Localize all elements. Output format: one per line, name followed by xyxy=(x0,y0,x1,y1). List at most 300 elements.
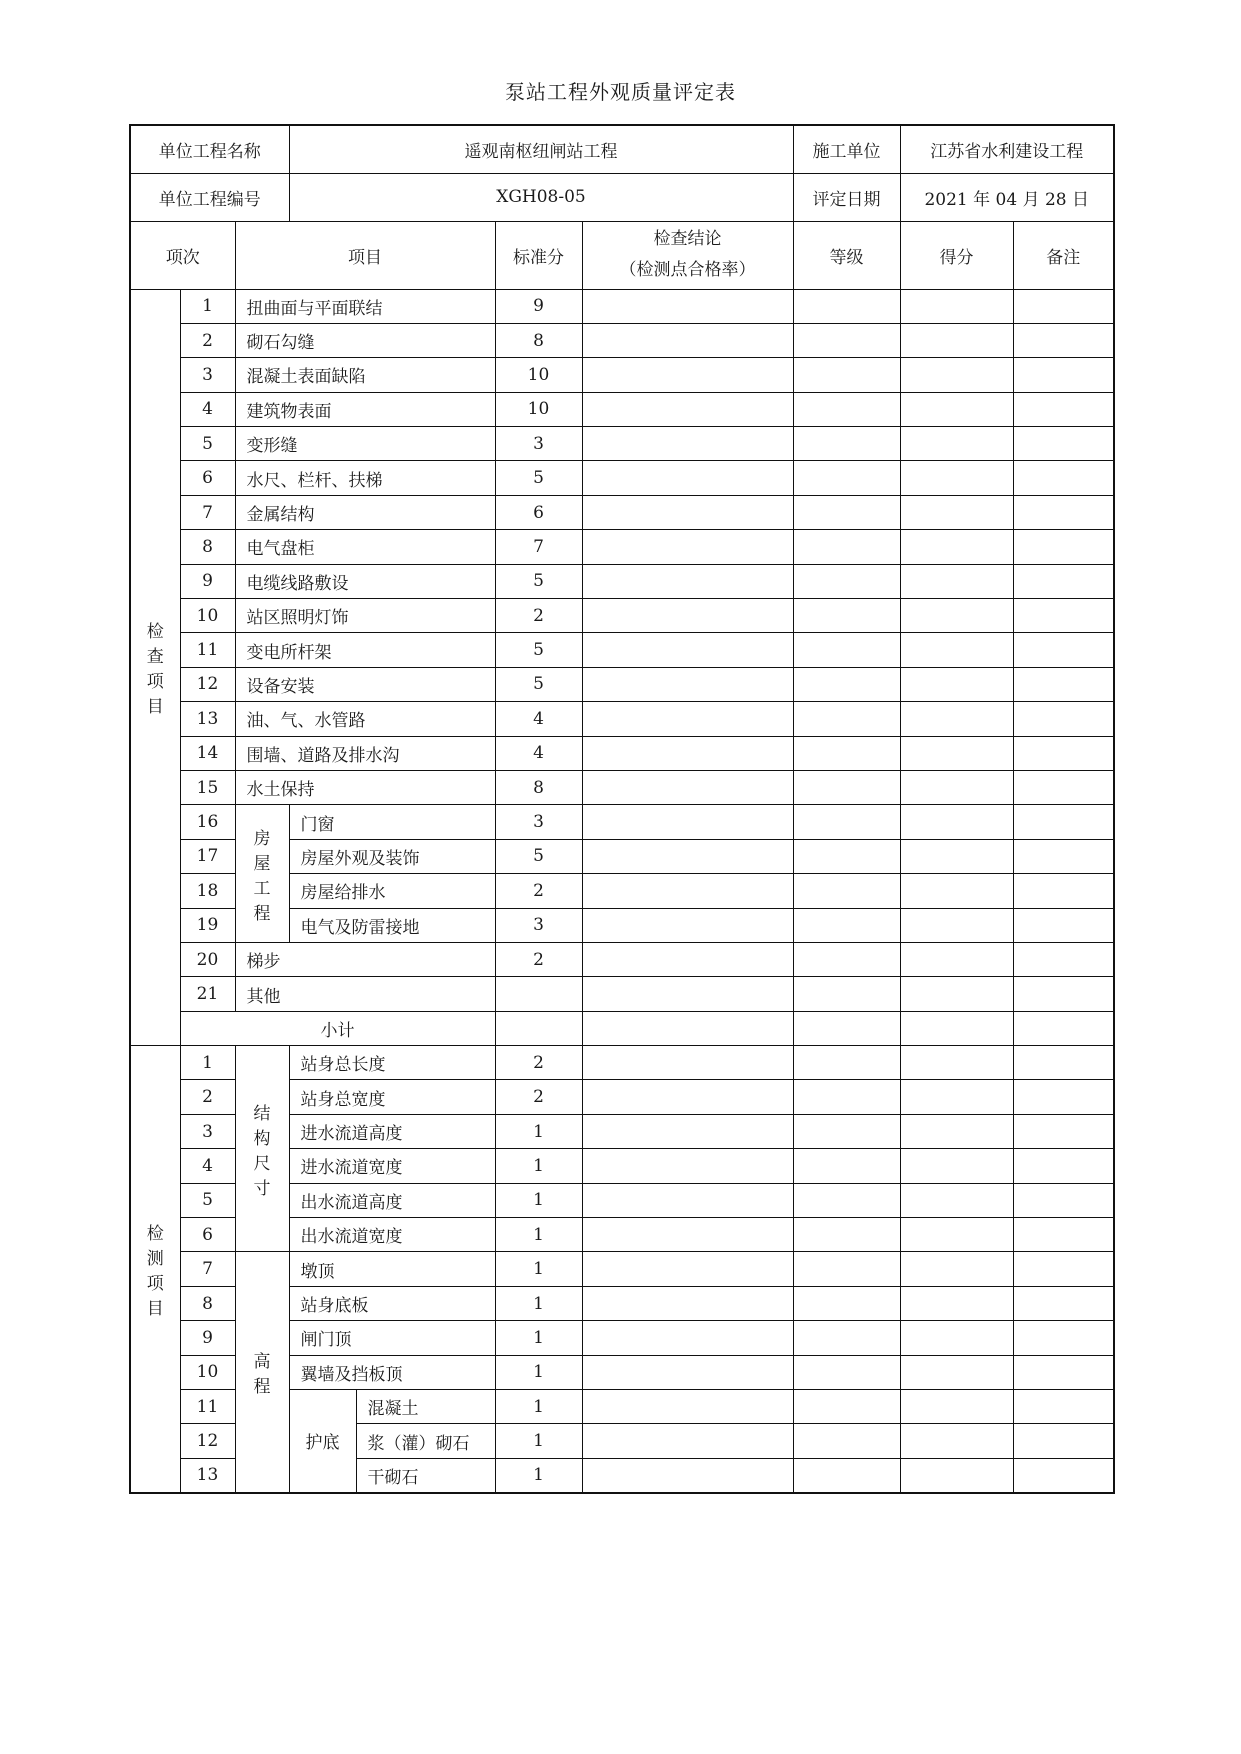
row-number: 9 xyxy=(180,1321,235,1355)
remarks-cell xyxy=(1013,323,1114,357)
standard-score: 1 xyxy=(495,1114,582,1148)
grade-cell xyxy=(793,1355,900,1389)
result-cell xyxy=(582,495,793,529)
result-cell xyxy=(582,1080,793,1114)
result-cell xyxy=(582,1286,793,1320)
table-row xyxy=(130,633,1114,667)
col-grade: 等级 xyxy=(793,221,900,289)
table-row xyxy=(130,289,1114,323)
item-name: 设备安装 xyxy=(235,667,495,701)
item-name: 混凝土表面缺陷 xyxy=(235,358,495,392)
score-cell xyxy=(900,805,1013,839)
remarks-cell xyxy=(1013,427,1114,461)
standard-score: 3 xyxy=(495,908,582,942)
vertical-char: 尺 xyxy=(253,1153,271,1174)
unit-code-value: XGH08-05 xyxy=(289,173,793,221)
result-cell xyxy=(582,874,793,908)
col-result xyxy=(582,221,793,289)
item-name: 电气盘柜 xyxy=(235,530,495,564)
vertical-char: 房 xyxy=(253,828,271,849)
grade-cell xyxy=(793,1458,900,1492)
standard-score: 2 xyxy=(495,1046,582,1080)
result-cell xyxy=(582,1046,793,1080)
col-std-score: 标准分 xyxy=(495,221,582,289)
standard-score: 7 xyxy=(495,530,582,564)
standard-score: 1 xyxy=(495,1218,582,1252)
standard-score: 8 xyxy=(495,770,582,804)
result-cell xyxy=(582,1183,793,1217)
item-name: 浆（灌）砌石 xyxy=(356,1424,495,1458)
item-name: 房屋给排水 xyxy=(289,874,495,908)
standard-score: 1 xyxy=(495,1355,582,1389)
result-cell xyxy=(582,392,793,426)
item-name: 进水流道宽度 xyxy=(289,1149,495,1183)
remarks-cell xyxy=(1013,530,1114,564)
score-cell xyxy=(900,1080,1013,1114)
table-row xyxy=(130,942,1114,976)
standard-score: 1 xyxy=(495,1321,582,1355)
row-number: 9 xyxy=(180,564,235,598)
inspection-group-label xyxy=(130,289,180,1046)
grade-cell xyxy=(793,392,900,426)
item-name: 梯步 xyxy=(235,942,495,976)
table-row xyxy=(130,736,1114,770)
row-number: 7 xyxy=(180,495,235,529)
score-cell xyxy=(900,1321,1013,1355)
vertical-char: 高 xyxy=(253,1352,271,1373)
grade-cell xyxy=(793,427,900,461)
col-score: 得分 xyxy=(900,221,1013,289)
row-number: 10 xyxy=(180,599,235,633)
unit-code-label: 单位工程编号 xyxy=(130,173,289,221)
item-name: 进水流道高度 xyxy=(289,1114,495,1148)
remarks-cell xyxy=(1013,461,1114,495)
vertical-char: 程 xyxy=(253,1377,271,1398)
row-number: 6 xyxy=(180,461,235,495)
score-cell xyxy=(900,667,1013,701)
result-cell xyxy=(582,736,793,770)
score-cell xyxy=(900,1355,1013,1389)
result-cell xyxy=(582,977,793,1011)
table-row xyxy=(130,770,1114,804)
standard-score: 2 xyxy=(495,1080,582,1114)
col-item: 项目 xyxy=(235,221,495,289)
standard-score: 5 xyxy=(495,564,582,598)
row-number: 15 xyxy=(180,770,235,804)
score-cell xyxy=(900,908,1013,942)
unit-name-value: 遥观南枢纽闸站工程 xyxy=(289,125,793,173)
row-number: 12 xyxy=(180,1424,235,1458)
subtotal-score xyxy=(495,1011,582,1045)
score-cell xyxy=(900,702,1013,736)
grade-cell xyxy=(793,942,900,976)
grade-cell xyxy=(793,736,900,770)
col-result-line2: （检测点合格率） xyxy=(619,260,756,280)
score-cell xyxy=(900,1252,1013,1286)
standard-score: 1 xyxy=(495,1458,582,1492)
remarks-cell xyxy=(1013,564,1114,598)
row-number: 4 xyxy=(180,392,235,426)
grade-cell xyxy=(793,1114,900,1148)
item-name: 房屋外观及装饰 xyxy=(289,839,495,873)
result-cell xyxy=(582,530,793,564)
score-cell xyxy=(900,633,1013,667)
table-row xyxy=(130,495,1114,529)
grade-cell xyxy=(793,1080,900,1114)
remarks-cell xyxy=(1013,667,1114,701)
result-cell xyxy=(582,1252,793,1286)
grade-cell xyxy=(793,874,900,908)
grade-cell xyxy=(793,1252,900,1286)
row-number: 2 xyxy=(180,1080,235,1114)
date-value: 2021 年 04 月 28 日 xyxy=(900,173,1114,221)
row-number: 14 xyxy=(180,736,235,770)
grade-cell xyxy=(793,1183,900,1217)
result-cell xyxy=(582,805,793,839)
score-cell xyxy=(900,1046,1013,1080)
score-cell xyxy=(900,461,1013,495)
vertical-char: 程 xyxy=(253,903,271,924)
row-number: 19 xyxy=(180,908,235,942)
standard-score: 5 xyxy=(495,633,582,667)
item-name: 站身底板 xyxy=(289,1286,495,1320)
score-cell xyxy=(900,1218,1013,1252)
item-name: 出水流道宽度 xyxy=(289,1218,495,1252)
grade-cell xyxy=(793,633,900,667)
score-cell xyxy=(900,1183,1013,1217)
standard-score: 1 xyxy=(495,1252,582,1286)
row-number: 3 xyxy=(180,358,235,392)
score-cell xyxy=(900,1458,1013,1492)
remarks-cell xyxy=(1013,1183,1114,1217)
score-cell xyxy=(900,736,1013,770)
item-name: 站身总宽度 xyxy=(289,1080,495,1114)
table-row xyxy=(130,392,1114,426)
grade-cell xyxy=(793,839,900,873)
header-row-1 xyxy=(130,125,1114,173)
item-name: 门窗 xyxy=(289,805,495,839)
row-number: 10 xyxy=(180,1355,235,1389)
result-cell xyxy=(582,599,793,633)
score-cell xyxy=(900,1390,1013,1424)
row-number: 17 xyxy=(180,839,235,873)
grade-cell xyxy=(793,323,900,357)
remarks-cell xyxy=(1013,702,1114,736)
row-number: 5 xyxy=(180,1183,235,1217)
row-number: 20 xyxy=(180,942,235,976)
remarks-cell xyxy=(1013,977,1114,1011)
standard-score: 1 xyxy=(495,1390,582,1424)
row-number: 6 xyxy=(180,1218,235,1252)
row-number: 1 xyxy=(180,289,235,323)
apron-label: 护底 xyxy=(289,1390,356,1493)
grade-cell xyxy=(793,1286,900,1320)
construction-label: 施工单位 xyxy=(793,125,900,173)
result-cell xyxy=(582,1149,793,1183)
result-cell xyxy=(582,667,793,701)
item-name: 翼墙及挡板顶 xyxy=(289,1355,495,1389)
score-cell xyxy=(900,839,1013,873)
table-row xyxy=(130,461,1114,495)
remarks-cell xyxy=(1013,770,1114,804)
standard-score: 10 xyxy=(495,358,582,392)
result-cell xyxy=(582,1424,793,1458)
result-cell xyxy=(582,323,793,357)
standard-score: 1 xyxy=(495,1149,582,1183)
grade-cell xyxy=(793,495,900,529)
row-number: 11 xyxy=(180,633,235,667)
row-number: 7 xyxy=(180,1252,235,1286)
result-cell xyxy=(582,908,793,942)
standard-score: 4 xyxy=(495,702,582,736)
vertical-char: 检 xyxy=(146,622,164,643)
result-cell xyxy=(582,942,793,976)
score-cell xyxy=(900,564,1013,598)
row-number: 3 xyxy=(180,1114,235,1148)
result-cell xyxy=(582,770,793,804)
remarks-cell xyxy=(1013,736,1114,770)
standard-score: 5 xyxy=(495,839,582,873)
vertical-char: 项 xyxy=(146,1273,164,1294)
score-cell xyxy=(900,392,1013,426)
vertical-char: 测 xyxy=(146,1248,164,1269)
structure-size-label xyxy=(235,1046,289,1252)
item-name: 水土保持 xyxy=(235,770,495,804)
remarks-cell xyxy=(1013,1011,1114,1045)
score-cell xyxy=(900,427,1013,461)
vertical-char: 项 xyxy=(146,672,164,693)
result-cell xyxy=(582,839,793,873)
assessment-table xyxy=(129,124,1115,1494)
grade-cell xyxy=(793,358,900,392)
score-cell xyxy=(900,1149,1013,1183)
vertical-char: 目 xyxy=(146,697,164,718)
remarks-cell xyxy=(1013,1080,1114,1114)
remarks-cell xyxy=(1013,1252,1114,1286)
standard-score: 2 xyxy=(495,942,582,976)
remarks-cell xyxy=(1013,1218,1114,1252)
row-number: 4 xyxy=(180,1149,235,1183)
result-cell xyxy=(582,702,793,736)
score-cell xyxy=(900,530,1013,564)
standard-score: 2 xyxy=(495,599,582,633)
table-row xyxy=(130,805,1114,839)
construction-value: 江苏省水利建设工程 xyxy=(900,125,1114,173)
grade-cell xyxy=(793,977,900,1011)
standard-score xyxy=(495,977,582,1011)
standard-score: 4 xyxy=(495,736,582,770)
item-name: 扭曲面与平面联结 xyxy=(235,289,495,323)
item-name: 站身总长度 xyxy=(289,1046,495,1080)
remarks-cell xyxy=(1013,1458,1114,1492)
item-name: 电缆线路敷设 xyxy=(235,564,495,598)
vertical-char: 寸 xyxy=(253,1178,271,1199)
vertical-char: 屋 xyxy=(253,853,271,874)
standard-score: 1 xyxy=(495,1424,582,1458)
grade-cell xyxy=(793,289,900,323)
grade-cell xyxy=(793,1218,900,1252)
score-cell xyxy=(900,358,1013,392)
page-title: 泵站工程外观质量评定表 xyxy=(505,80,736,104)
result-cell xyxy=(582,1114,793,1148)
remarks-cell xyxy=(1013,358,1114,392)
row-number: 12 xyxy=(180,667,235,701)
table-row xyxy=(130,564,1114,598)
standard-score: 3 xyxy=(495,805,582,839)
row-number: 11 xyxy=(180,1390,235,1424)
standard-score: 1 xyxy=(495,1286,582,1320)
score-cell xyxy=(900,1011,1013,1045)
standard-score: 2 xyxy=(495,874,582,908)
grade-cell xyxy=(793,599,900,633)
row-number: 1 xyxy=(180,1046,235,1080)
unit-name-label: 单位工程名称 xyxy=(130,125,289,173)
result-cell xyxy=(582,358,793,392)
result-cell xyxy=(582,461,793,495)
remarks-cell xyxy=(1013,1424,1114,1458)
row-number: 13 xyxy=(180,702,235,736)
item-name: 出水流道高度 xyxy=(289,1183,495,1217)
item-name: 水尺、栏杆、扶梯 xyxy=(235,461,495,495)
remarks-cell xyxy=(1013,1390,1114,1424)
row-number: 2 xyxy=(180,323,235,357)
measurement-group-label xyxy=(130,1046,180,1493)
item-name: 变形缝 xyxy=(235,427,495,461)
column-header-row xyxy=(130,221,1114,289)
grade-cell xyxy=(793,908,900,942)
table-row xyxy=(130,599,1114,633)
row-number: 5 xyxy=(180,427,235,461)
grade-cell xyxy=(793,1321,900,1355)
standard-score: 10 xyxy=(495,392,582,426)
vertical-char: 目 xyxy=(146,1298,164,1319)
score-cell xyxy=(900,1286,1013,1320)
row-number: 18 xyxy=(180,874,235,908)
table-row xyxy=(130,977,1114,1011)
score-cell xyxy=(900,1424,1013,1458)
table-row xyxy=(130,323,1114,357)
standard-score: 3 xyxy=(495,427,582,461)
score-cell xyxy=(900,495,1013,529)
row-number: 8 xyxy=(180,1286,235,1320)
remarks-cell xyxy=(1013,1046,1114,1080)
item-name: 混凝土 xyxy=(356,1390,495,1424)
remarks-cell xyxy=(1013,942,1114,976)
score-cell xyxy=(900,942,1013,976)
remarks-cell xyxy=(1013,874,1114,908)
item-name: 建筑物表面 xyxy=(235,392,495,426)
header-row-2 xyxy=(130,173,1114,221)
remarks-cell xyxy=(1013,1286,1114,1320)
remarks-cell xyxy=(1013,839,1114,873)
col-remarks: 备注 xyxy=(1013,221,1114,289)
remarks-cell xyxy=(1013,1321,1114,1355)
table-row xyxy=(130,667,1114,701)
col-seq: 项次 xyxy=(130,221,235,289)
remarks-cell xyxy=(1013,289,1114,323)
subtotal-row xyxy=(130,1011,1114,1045)
result-cell xyxy=(582,289,793,323)
grade-cell xyxy=(793,1390,900,1424)
remarks-cell xyxy=(1013,392,1114,426)
row-number: 16 xyxy=(180,805,235,839)
item-name: 其他 xyxy=(235,977,495,1011)
item-name: 油、气、水管路 xyxy=(235,702,495,736)
table-row xyxy=(130,427,1114,461)
grade-cell xyxy=(793,461,900,495)
item-name: 金属结构 xyxy=(235,495,495,529)
score-cell xyxy=(900,1114,1013,1148)
result-cell xyxy=(582,633,793,667)
result-cell xyxy=(582,1218,793,1252)
vertical-char: 结 xyxy=(253,1103,271,1124)
vertical-char: 工 xyxy=(253,878,271,899)
result-cell xyxy=(582,1011,793,1045)
item-name: 干砌石 xyxy=(356,1458,495,1492)
item-name: 闸门顶 xyxy=(289,1321,495,1355)
grade-cell xyxy=(793,667,900,701)
standard-score: 1 xyxy=(495,1183,582,1217)
item-name: 围墙、道路及排水沟 xyxy=(235,736,495,770)
grade-cell xyxy=(793,702,900,736)
standard-score: 9 xyxy=(495,289,582,323)
result-cell xyxy=(582,1458,793,1492)
vertical-char: 构 xyxy=(253,1128,271,1149)
result-cell xyxy=(582,1355,793,1389)
result-cell xyxy=(582,1390,793,1424)
item-name: 变电所杆架 xyxy=(235,633,495,667)
score-cell xyxy=(900,874,1013,908)
date-label: 评定日期 xyxy=(793,173,900,221)
elevation-label xyxy=(235,1252,289,1493)
remarks-cell xyxy=(1013,495,1114,529)
housing-group-label xyxy=(235,805,289,943)
remarks-cell xyxy=(1013,908,1114,942)
grade-cell xyxy=(793,770,900,804)
table-row xyxy=(130,702,1114,736)
vertical-char: 检 xyxy=(146,1223,164,1244)
vertical-char: 查 xyxy=(146,647,164,668)
item-name: 墩顶 xyxy=(289,1252,495,1286)
remarks-cell xyxy=(1013,1355,1114,1389)
grade-cell xyxy=(793,1149,900,1183)
result-cell xyxy=(582,564,793,598)
table-row xyxy=(130,358,1114,392)
row-number: 21 xyxy=(180,977,235,1011)
score-cell xyxy=(900,289,1013,323)
remarks-cell xyxy=(1013,633,1114,667)
score-cell xyxy=(900,323,1013,357)
item-name: 砌石勾缝 xyxy=(235,323,495,357)
remarks-cell xyxy=(1013,1149,1114,1183)
result-cell xyxy=(582,1321,793,1355)
grade-cell xyxy=(793,530,900,564)
remarks-cell xyxy=(1013,599,1114,633)
row-number: 8 xyxy=(180,530,235,564)
score-cell xyxy=(900,599,1013,633)
standard-score: 8 xyxy=(495,323,582,357)
row-number: 13 xyxy=(180,1458,235,1492)
item-name: 站区照明灯饰 xyxy=(235,599,495,633)
col-result-line1: 检查结论 xyxy=(653,229,722,249)
grade-cell xyxy=(793,1424,900,1458)
table-row xyxy=(130,530,1114,564)
standard-score: 6 xyxy=(495,495,582,529)
grade-cell xyxy=(793,1011,900,1045)
table-row xyxy=(130,1252,1114,1286)
grade-cell xyxy=(793,805,900,839)
score-cell xyxy=(900,770,1013,804)
